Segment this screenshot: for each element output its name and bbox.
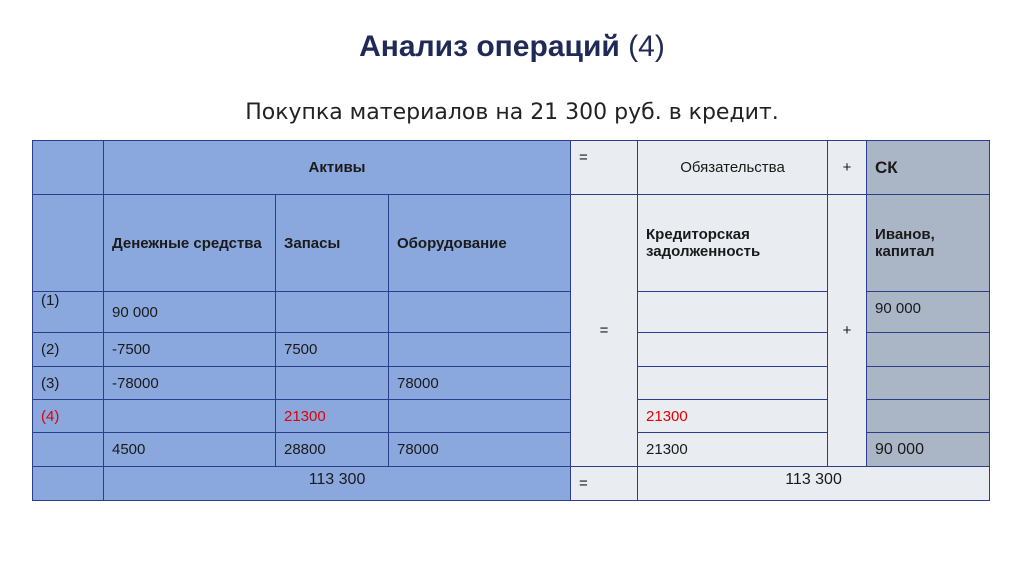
inventory-cell	[276, 367, 389, 400]
row-label: (4)	[33, 400, 104, 433]
payables-cell: 21300	[638, 433, 828, 467]
header-row	[33, 141, 990, 195]
equipment-cell: 78000	[389, 367, 571, 400]
cash-cell: -7500	[104, 333, 276, 367]
cash-cell	[104, 400, 276, 433]
row-label: (2)	[33, 333, 104, 367]
totals-eq: =	[571, 467, 638, 501]
page-title	[0, 30, 1024, 64]
row-label	[33, 433, 104, 467]
cash-header: Денежные средства	[104, 195, 276, 292]
inventory-cell: 7500	[276, 333, 389, 367]
totals-label-cell	[33, 467, 104, 501]
equipment-cell	[389, 400, 571, 433]
capital-cell	[867, 333, 990, 367]
header-plus: +	[828, 141, 867, 195]
title-main: Анализ операций	[359, 30, 620, 63]
cash-cell: 4500	[104, 433, 276, 467]
equipment-cell: 78000	[389, 433, 571, 467]
liabilities-header: Обязательства	[638, 141, 828, 195]
subheader-row	[33, 195, 990, 292]
inventory-cell	[276, 292, 389, 333]
payables-cell	[638, 333, 828, 367]
capital-cell: 90 000	[867, 292, 990, 333]
inventory-cell: 28800	[276, 433, 389, 467]
right-total: 113 300	[638, 467, 990, 501]
totals-row	[33, 467, 990, 501]
capital-cell	[867, 367, 990, 400]
equals-column: =	[571, 195, 638, 467]
equipment-header: Оборудование	[389, 195, 571, 292]
operations-table	[32, 140, 990, 501]
capital-cell: 90 000	[867, 433, 990, 467]
assets-header: Активы	[104, 141, 571, 195]
plus-column: +	[828, 195, 867, 467]
equipment-cell	[389, 292, 571, 333]
header-eq: =	[571, 141, 638, 195]
row-label: (3)	[33, 367, 104, 400]
equipment-cell	[389, 333, 571, 367]
subtitle: Покупка материалов на 21 300 руб. в кредит.	[245, 100, 779, 125]
title-number: (4)	[628, 30, 665, 63]
cash-cell: -78000	[104, 367, 276, 400]
inventory-header: Запасы	[276, 195, 389, 292]
equity-header: СК	[867, 141, 990, 195]
payables-cell: 21300	[638, 400, 828, 433]
payables-cell	[638, 367, 828, 400]
assets-total: 113 300	[104, 467, 571, 501]
capital-cell	[867, 400, 990, 433]
payables-cell	[638, 292, 828, 333]
label-col-cell	[33, 195, 104, 292]
payables-header: Кредиторская задолженность	[638, 195, 828, 292]
cash-cell: 90 000	[104, 292, 276, 333]
row-label: (1)	[33, 292, 104, 333]
capital-header: Иванов, капитал	[867, 195, 990, 292]
inventory-cell: 21300	[276, 400, 389, 433]
corner-cell	[33, 141, 104, 195]
